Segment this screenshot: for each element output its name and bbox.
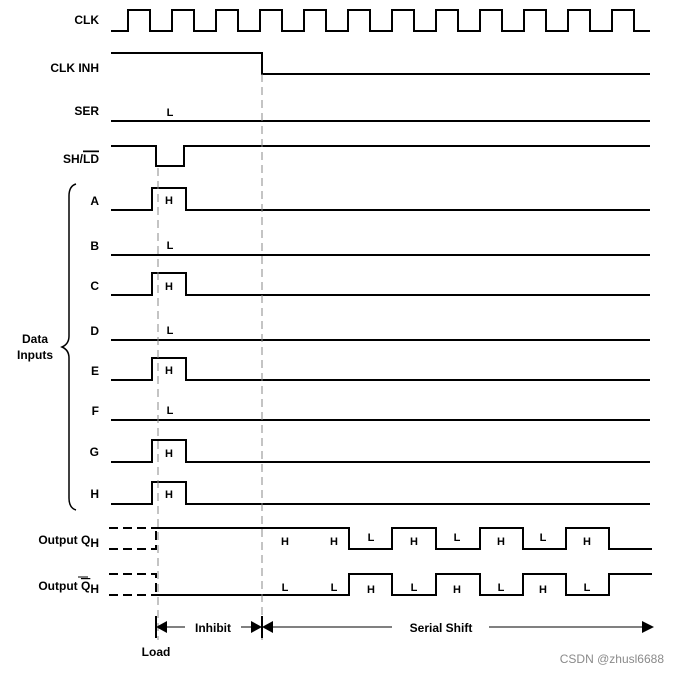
sh-ld-waveform [111, 146, 650, 166]
input-h-waveform [111, 482, 650, 504]
clk-inh-waveform [111, 53, 650, 74]
output-qhbar-value-3: H [367, 584, 375, 596]
output-qhbar-unknown-high [109, 574, 156, 595]
input-b-level: L [166, 240, 174, 252]
input-e-label: E [90, 364, 99, 378]
input-e-level: H [165, 365, 173, 377]
output-qhbar-label: Output QH [38, 579, 99, 596]
clk-inh-label: CLK INH [50, 61, 99, 75]
output-qh-value-3: L [367, 532, 375, 544]
output-qhbar-value-2: L [330, 582, 338, 594]
clk-label: CLK [74, 13, 99, 27]
serial-shift-label: Serial Shift [409, 621, 473, 635]
input-a-level: H [165, 195, 173, 207]
output-qh-waveform [156, 528, 652, 549]
output-qh-label: Output QH [38, 533, 99, 550]
load-label: Load [141, 645, 171, 659]
output-qhbar-waveform [156, 574, 652, 595]
serial-shift-arrow-right-head [642, 621, 654, 633]
output-qhbar-value-6: L [497, 582, 505, 594]
input-b-label: B [90, 239, 99, 253]
ser-label: SER [74, 104, 99, 118]
output-qh-value-2: H [330, 536, 338, 548]
data-inputs-label-line1: Data [21, 332, 49, 346]
input-a-waveform [111, 188, 650, 210]
output-qh-value-4: H [410, 536, 418, 548]
output-qh-value-8: H [583, 536, 591, 548]
watermark: CSDN @zhusl6688 [559, 652, 664, 666]
input-c-label: C [90, 279, 99, 293]
ser-level: L [166, 107, 174, 119]
input-d-label: D [90, 324, 99, 338]
input-e-waveform [111, 358, 650, 380]
input-a-label: A [90, 194, 99, 208]
data-inputs-label-line2: Inputs [17, 348, 53, 362]
clk-waveform [111, 10, 650, 31]
input-f-level: L [166, 405, 174, 417]
output-qh-value-1: H [281, 536, 289, 548]
inhibit-label: Inhibit [195, 621, 231, 635]
input-g-label: G [89, 445, 99, 459]
inhibit-arrow-left-head [156, 621, 167, 633]
output-qh-value-7: L [539, 532, 547, 544]
output-qhbar-value-7: H [539, 584, 547, 596]
output-qh-value-5: L [453, 532, 461, 544]
input-h-level: H [165, 489, 173, 501]
input-g-level: H [165, 448, 173, 460]
input-h-label: H [90, 487, 99, 501]
output-qh-value-6: H [497, 536, 505, 548]
output-qh-unknown-low [109, 528, 156, 549]
input-c-level: H [165, 281, 173, 293]
output-qhbar-value-8: L [583, 582, 591, 594]
output-qhbar-value-1: L [281, 582, 289, 594]
output-qhbar-value-5: H [453, 584, 461, 596]
data-inputs-brace [62, 184, 76, 510]
input-g-waveform [111, 440, 650, 462]
sh-ld-label: SH/LD [62, 152, 99, 166]
sh-ld-overbar-text: LD [83, 152, 99, 166]
serial-shift-arrow-left-head [262, 621, 273, 633]
inhibit-arrow-right-head [251, 621, 262, 633]
input-d-level: L [166, 325, 174, 337]
output-qhbar-value-4: L [410, 582, 418, 594]
input-c-waveform [111, 273, 650, 295]
input-f-label: F [91, 404, 99, 418]
